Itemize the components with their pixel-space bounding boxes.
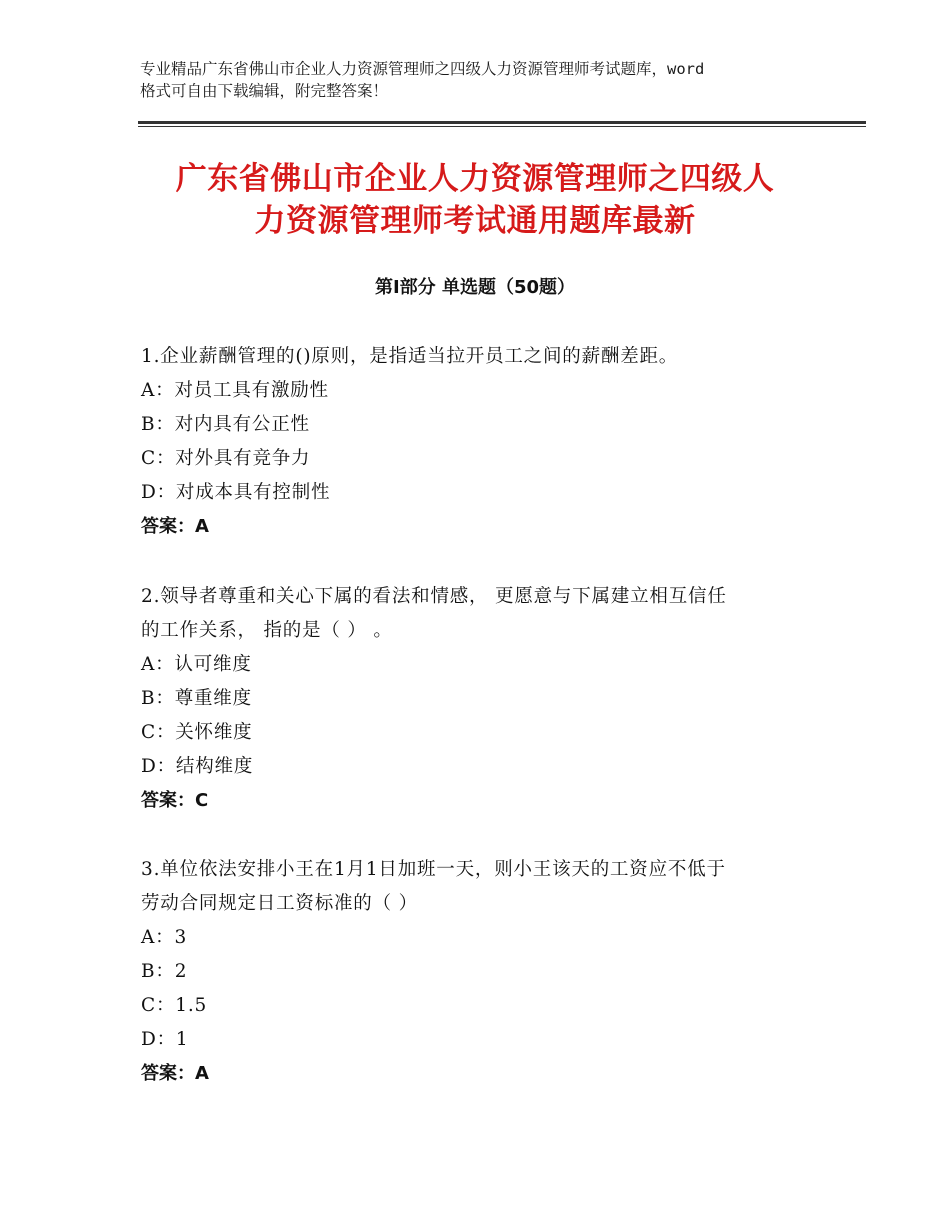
document-title-line-1: 广东省佛山市企业人力资源管理师之四级人 [175, 161, 775, 197]
option-a: A：认可维度 [141, 654, 252, 675]
option-c: C：对外具有竞争力 [141, 448, 311, 469]
option-d: D：对成本具有控制性 [141, 482, 331, 503]
header-rule-thin [138, 126, 866, 127]
question-1 [141, 340, 821, 544]
option-a: A：对员工具有激励性 [141, 380, 329, 401]
option-b: B：尊重维度 [141, 688, 252, 709]
header-note-line-2: 格式可自由下载编辑，附完整答案！ [140, 82, 389, 100]
answer: 答案：A [141, 1063, 209, 1084]
question-stem-line-1: 3.单位依法安排小王在1月1日加班一天，则小王该天的工资应不低于 [141, 859, 726, 880]
question-3 [141, 853, 821, 1091]
option-d: D：1 [141, 1029, 189, 1050]
answer: 答案：C [141, 790, 209, 811]
document-title [120, 158, 830, 242]
option-d: D：结构维度 [141, 756, 254, 777]
header-rule-thick [138, 121, 866, 124]
option-c: C：1.5 [141, 995, 208, 1016]
question-stem-line-2: 劳动合同规定日工资标准的（ ） [141, 893, 418, 914]
question-stem: 1.企业薪酬管理的()原则，是指适当拉开员工之间的薪酬差距。 [141, 346, 679, 367]
option-a: A：3 [141, 927, 188, 948]
option-c: C：关怀维度 [141, 722, 253, 743]
question-stem-line-2: 的工作关系， 指的是（ ） 。 [141, 620, 393, 641]
document-title-line-2: 力资源管理师考试通用题库最新 [254, 203, 696, 239]
answer: 答案：A [141, 516, 209, 537]
header-note-line-1: 专业精品广东省佛山市企业人力资源管理师之四级人力资源管理师考试题库，word [140, 60, 705, 78]
section-title: 第Ⅰ部分 单选题（50题） [374, 277, 575, 298]
option-b: B：对内具有公正性 [141, 414, 310, 435]
question-stem-line-1: 2.领导者尊重和关心下属的看法和情感， 更愿意与下属建立相互信任 [141, 586, 727, 607]
question-2 [141, 580, 821, 818]
header-note [140, 58, 830, 102]
option-b: B：2 [141, 961, 188, 982]
